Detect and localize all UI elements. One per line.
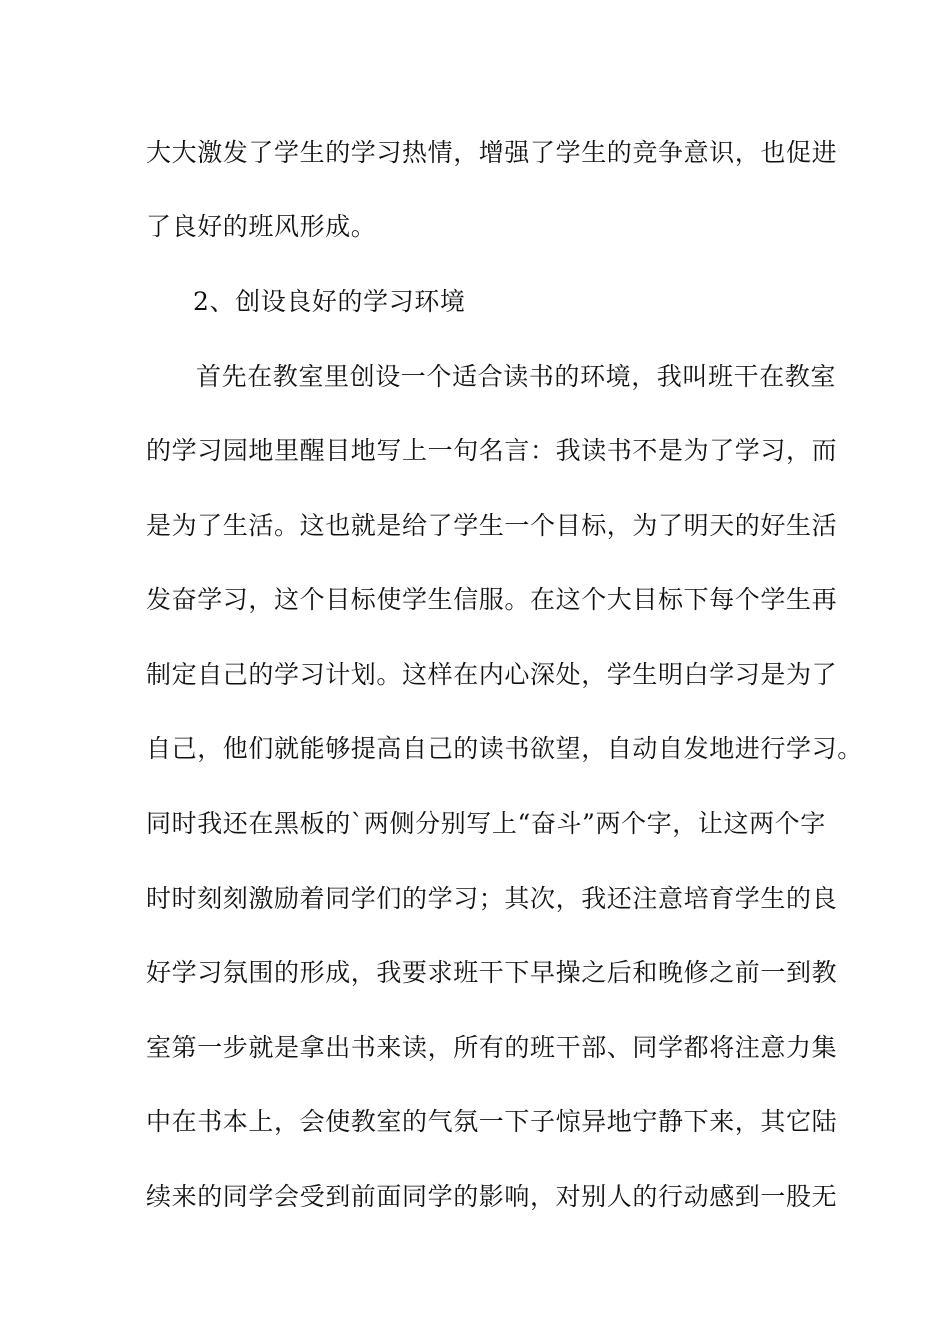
paragraph-line: 是为了生活。这也就是给了学生一个目标，为了明天的好生活: [146, 511, 838, 540]
paragraph-line: 大大激发了学生的学习热情，增强了学生的竞争意识，也促进: [146, 138, 838, 167]
paragraph-line: 同时我还在黑板的`两侧分别写上“奋斗”两个字，让这两个字: [146, 809, 826, 838]
paragraph-line: 好学习氛围的形成，我要求班干下早操之后和晚修之前一到教: [146, 958, 838, 987]
paragraph-line: 制定自己的学习计划。这样在内心深处，学生明白学习是为了: [146, 660, 838, 689]
paragraph-line: 发奋学习，这个目标使学生信服。在这个大目标下每个学生再: [146, 585, 838, 614]
paragraph-line: 中在书本上，会使教室的气氛一下子惊异地宁静下来，其它陆: [146, 1107, 838, 1136]
paragraph-line: 室第一步就是拿出书来读，所有的班干部、同学都将注意力集: [146, 1033, 838, 1062]
paragraph-line: 续来的同学会受到前面同学的影响，对别人的行动感到一股无: [146, 1182, 838, 1211]
paragraph-line: 的学习园地里醒目地写上一句名言：我读书不是为了学习，而: [146, 436, 838, 465]
paragraph-line: 自己，他们就能够提高自己的读书欲望，自动自发地进行学习。: [146, 734, 863, 763]
section-heading: 2、创设良好的学习环境: [193, 287, 466, 316]
paragraph-line: 时时刻刻激励着同学们的学习；其次，我还注意培育学生的良: [146, 884, 838, 913]
paragraph-line: 首先在教室里创设一个适合读书的环境，我叫班干在教室: [196, 362, 837, 391]
paragraph-line: 了良好的班风形成。: [146, 212, 377, 241]
